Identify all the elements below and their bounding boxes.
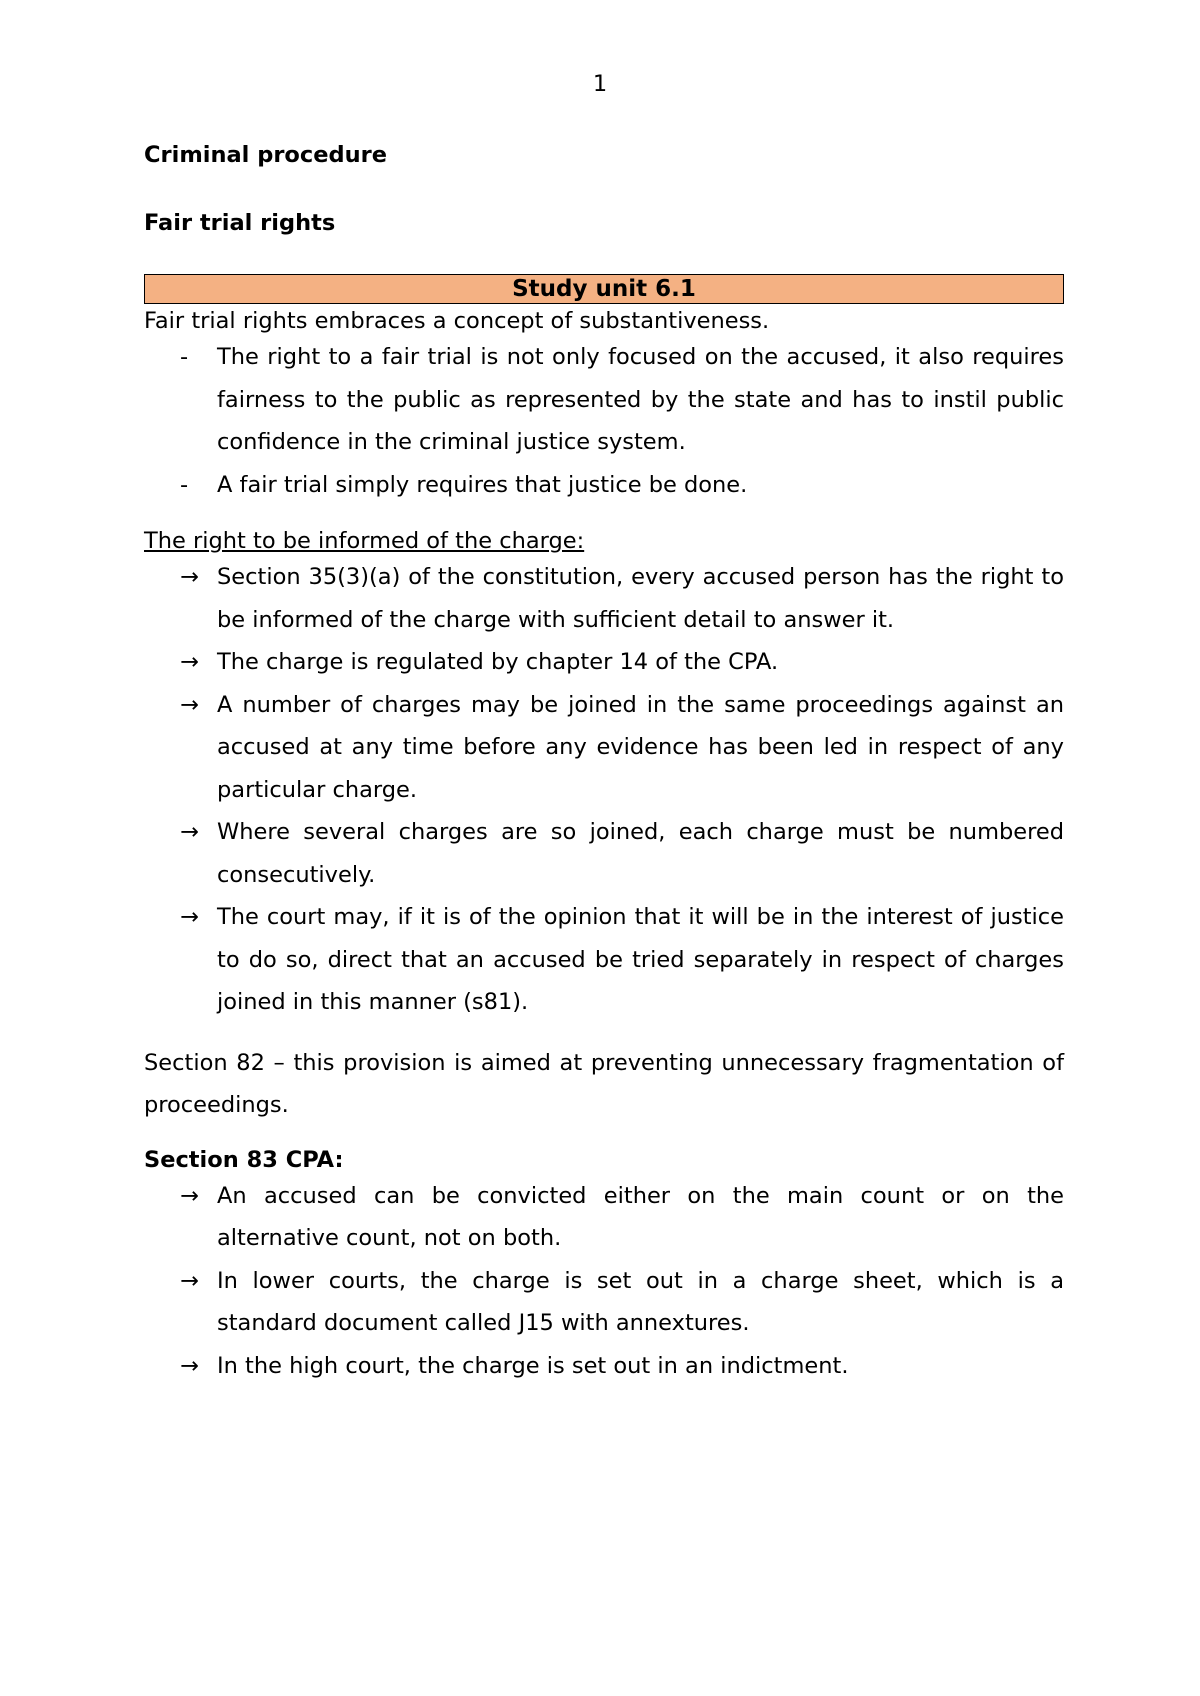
section-heading-charge xyxy=(144,526,1064,556)
section-heading-text: The right to be informed of the charge: xyxy=(144,528,585,554)
charge-arrow-list xyxy=(144,556,1064,1024)
dash-list xyxy=(144,336,1064,506)
list-item xyxy=(144,1175,1064,1260)
arrow-icon: → xyxy=(180,1182,199,1209)
dash-marker: - xyxy=(180,471,189,498)
arrow-icon: → xyxy=(180,904,199,930)
list-item xyxy=(144,464,1064,507)
list-item-text: Section 35(3)(a) of the constitution, every accused person has the right to be informed of the charge with sufficient detail to answer it. xyxy=(217,564,1064,633)
list-item xyxy=(144,684,1064,812)
list-item-text: In lower courts, the charge is set out in a charge sheet, which is a standard document called J15 with annextures. xyxy=(217,1267,1064,1336)
arrow-icon: → xyxy=(180,691,199,718)
list-item-text: An accused can be convicted either on the main count or on the alternative count, not on both. xyxy=(217,1182,1064,1251)
document-subtitle: Fair trial rights xyxy=(144,210,336,236)
section-83-heading: Section 83 CPA: xyxy=(144,1146,344,1173)
list-item-text: In the high court, the charge is set out in an indictment. xyxy=(217,1352,849,1379)
arrow-icon: → xyxy=(180,649,199,675)
list-item-text: The court may, if it is of the opinion that it will be in the interest of justice to do so, direct that an accused be tried separately in respect of charges joined in this manner (s81). xyxy=(217,904,1064,1015)
list-item xyxy=(144,556,1064,641)
list-item-text: The charge is regulated by chapter 14 of the CPA. xyxy=(217,649,779,675)
document-body xyxy=(144,140,1064,1387)
list-item-text: A fair trial simply requires that justice be done. xyxy=(217,471,748,498)
list-item-text: Where several charges are so joined, each charge must be numbered consecutively. xyxy=(217,819,1064,888)
section-82-paragraph: Section 82 – this provision is aimed at preventing unnecessary fragmentation of proceedings. xyxy=(144,1049,1064,1118)
document-title: Criminal procedure xyxy=(144,142,387,168)
arrow-icon: → xyxy=(180,1267,199,1294)
arrow-icon: → xyxy=(180,819,199,845)
list-item xyxy=(144,1345,1064,1388)
dash-marker: - xyxy=(180,344,189,370)
list-item xyxy=(144,336,1064,464)
arrow-icon: → xyxy=(180,564,199,590)
list-item-text: A number of charges may be joined in the same proceedings against an accused at any time before any evidence has been led in respect of any particular charge. xyxy=(217,691,1064,803)
list-item xyxy=(144,641,1064,684)
list-item xyxy=(144,896,1064,1024)
list-item-text: The right to a fair trial is not only focused on the accused, it also requires fairness to the public as represented by the state and has to instil public confidence in the criminal justice system. xyxy=(217,344,1064,455)
arrow-icon: → xyxy=(180,1352,199,1379)
intro-paragraph: Fair trial rights embraces a concept of substantiveness. xyxy=(144,308,770,334)
page-number: 1 xyxy=(592,71,608,97)
list-item xyxy=(144,1260,1064,1345)
section-83-arrow-list xyxy=(144,1175,1064,1388)
study-unit-banner: Study unit 6.1 xyxy=(144,274,1064,304)
list-item xyxy=(144,811,1064,896)
